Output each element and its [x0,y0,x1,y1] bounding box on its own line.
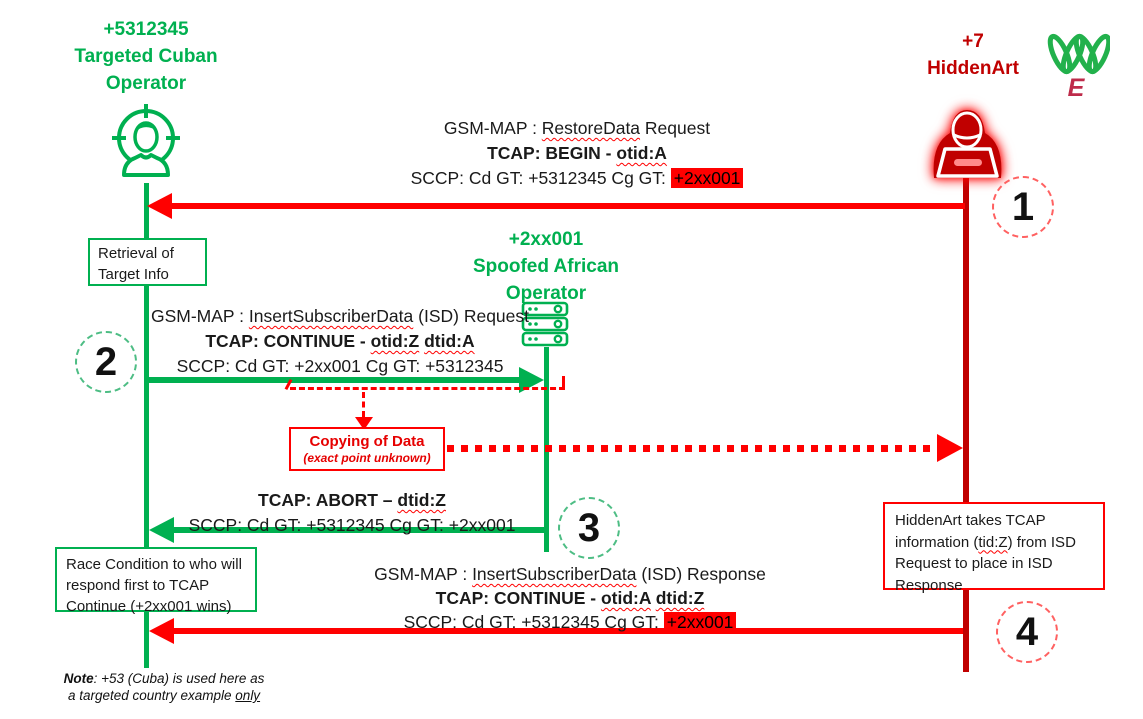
hiddenart-lifeline [963,178,969,672]
copying-data-box [289,427,445,471]
race-condition-text: Race Condition to who will respond first to TCAP Continue (+2xx001 wins) [66,556,242,615]
msg3-line1: TCAP: ABORT – dtid:Z [258,490,446,510]
footer-note [58,670,270,704]
race-condition-box [55,547,257,615]
copy-bracket-dashed-line [290,387,565,390]
msg1-line2: TCAP: BEGIN - otid:A [487,143,667,163]
copying-dotted-arrowhead-icon [937,434,963,462]
african-name-line2: Operator [505,283,587,304]
msg3-line2: SCCP: Cd GT: +5312345 Cg GT: +2xx001 [188,515,516,535]
msg2-line2: TCAP: CONTINUE - otid:Z dtid:A [205,331,475,351]
msg4-line1: GSM-MAP : InsertSubscriberData (ISD) Response [374,564,766,584]
msg3-arrowhead-icon [149,517,174,543]
african-number: +2xx001 [508,229,584,250]
msg4-text [360,562,780,634]
hiddenart-title [903,28,1043,82]
msg2-line1: GSM-MAP : InsertSubscriberData (ISD) Request [150,306,529,326]
msg3-text [182,488,522,538]
msg4-line3: SCCP: Cd GT: +5312345 Cg GT: +2xx001 [360,610,780,634]
african-name-line1: Spoofed African [472,256,620,277]
logo-m-loops-icon [1046,28,1110,80]
african-operator-title [440,226,652,307]
retrieval-note-text: Retrieval of Target Info [98,245,174,283]
msg1-text [372,116,782,191]
hiddenart-number: +7 [962,31,984,52]
hacker-laptop-icon [920,92,1015,184]
step-3-number: 3 [577,505,601,550]
hiddenart-note-box [883,502,1105,594]
step-4-number: 4 [1015,609,1039,654]
step-1-badge [992,176,1054,238]
step-1-number: 1 [1011,184,1035,229]
copying-dotted-line [447,445,939,452]
copy-drop-dashed-line [362,392,365,417]
step-2-number: 2 [94,339,118,384]
cuban-operator-title [38,16,254,97]
msg1-line3: SCCP: Cd GT: +5312345 Cg GT: +2xx001 [372,166,782,191]
cuban-name-line2: Operator [105,73,187,94]
copying-data-subtitle: (exact point unknown) [303,451,431,465]
msg1-line1: GSM-MAP : RestoreData Request [443,118,711,138]
step-3-badge [558,497,620,559]
copying-data-title: Copying of Data [309,433,425,450]
logo-letter-e: E [1067,74,1085,102]
msg2-line3: SCCP: Cd GT: +2xx001 Cg GT: +5312345 [176,356,504,376]
msg4-arrowhead-icon [149,618,174,644]
target-person-icon [104,100,188,184]
msg1-arrowhead-icon [147,193,172,219]
step-2-badge [75,331,137,393]
step-4-badge [996,601,1058,663]
msg2-text [142,304,538,379]
cuban-name-line1: Targeted Cuban [74,46,218,67]
cuban-number: +5312345 [103,19,189,40]
footer-note-line2: a targeted country example only [67,688,261,703]
hiddenart-name: HiddenArt [927,58,1019,79]
copy-bracket-right-tick [562,376,565,388]
footer-note-line1: Note: +53 (Cuba) is used here as [63,671,265,686]
msg4-line2: TCAP: CONTINUE - otid:A dtid:Z [435,588,705,608]
retrieval-note-box [88,238,207,286]
hiddenart-note-text: HiddenArt takes TCAP information (tid:Z) from ISD Request to place in ISD Response [895,512,1076,594]
msg1-arrow-shaft [170,203,965,209]
